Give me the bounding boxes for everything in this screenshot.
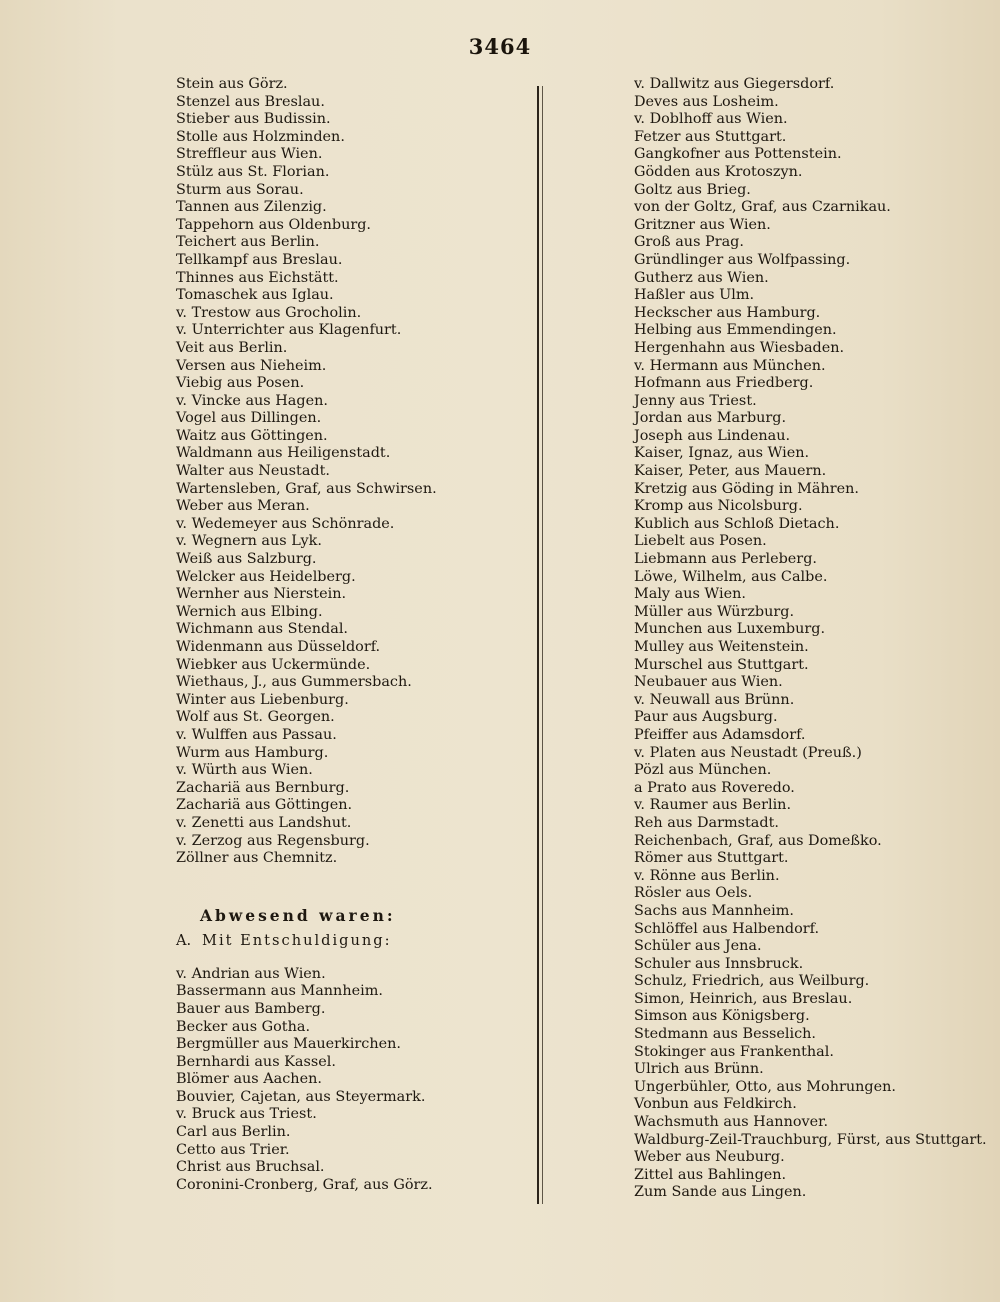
member-entry: Zöllner aus Chemnitz. (176, 850, 338, 867)
excused-entry: Deves aus Losheim. (634, 93, 779, 110)
member-entry: Wiebker aus Uckermünde. (176, 656, 371, 673)
excused-entry: Christ aus Bruchsal. (176, 1159, 325, 1176)
member-entry: Winter aus Liebenburg. (176, 691, 349, 708)
excused-entry: v. Rönne aus Berlin. (634, 867, 780, 884)
member-entry: Zachariä aus Bernburg. (176, 779, 350, 796)
member-entry: Wurm aus Hamburg. (176, 744, 329, 761)
member-entry: v. Würth aus Wien. (176, 762, 313, 779)
excused-entry: Simon, Heinrich, aus Breslau. (634, 990, 853, 1007)
excused-entry: v. Neuwall aus Brünn. (634, 691, 795, 708)
member-entry: Walter aus Neustadt. (176, 463, 330, 480)
member-entry: Wernher aus Nierstein. (176, 586, 347, 603)
excused-entry: Löwe, Wilhelm, aus Calbe. (634, 568, 828, 585)
excused-entry: Munchen aus Luxemburg. (634, 621, 826, 638)
excused-entry: Helbing aus Emmendingen. (634, 322, 837, 339)
member-entry: Tannen aus Zilenzig. (176, 199, 327, 216)
excused-entry: Simson aus Königsberg. (634, 1008, 810, 1025)
excused-entry: Liebelt aus Posen. (634, 533, 767, 550)
excused-entry: Schuler aus Innsbruck. (634, 955, 804, 972)
excused-entry: Sachs aus Mannheim. (634, 902, 794, 919)
member-entry: Weiß aus Salzburg. (176, 551, 317, 568)
excused-entry: a Prato aus Roveredo. (634, 779, 795, 796)
excused-entry: Kaiser, Ignaz, aus Wien. (634, 445, 810, 462)
member-entry: Stülz aus St. Florian. (176, 163, 330, 180)
excused-entry: Ungerbühler, Otto, aus Mohrungen. (634, 1078, 896, 1095)
excused-entry: Kublich aus Schloß Dietach. (634, 515, 840, 532)
excused-entry: Pfeiffer aus Adamsdorf. (634, 726, 806, 743)
excused-entry: Pözl aus München. (634, 762, 772, 779)
member-entry: Stolle aus Holzminden. (176, 128, 345, 145)
member-entry: Tellkampf aus Breslau. (176, 251, 343, 268)
excused-entry: Gödden aus Krotoszyn. (634, 163, 803, 180)
excused-entry: Zittel aus Bahlingen. (634, 1166, 787, 1183)
excused-entry: Stokinger aus Frankenthal. (634, 1043, 834, 1060)
excused-entry: Bergmüller aus Mauerkirchen. (176, 1036, 401, 1053)
excused-entry: Paur aus Augsburg. (634, 709, 778, 726)
member-entry: Veit aus Berlin. (176, 339, 288, 356)
excused-entry: v. Bruck aus Triest. (176, 1106, 317, 1123)
excused-entry: Kaiser, Peter, aus Mauern. (634, 463, 827, 480)
excused-entry: Gründlinger aus Wolfpassing. (634, 251, 851, 268)
excused-entry: Rösler aus Oels. (634, 885, 753, 902)
member-entry: Tappehorn aus Oldenburg. (176, 216, 372, 233)
member-entry: Vogel aus Dillingen. (176, 410, 322, 427)
excused-entry: Neubauer aus Wien. (634, 674, 783, 691)
member-entry: v. Vincke aus Hagen. (176, 392, 328, 409)
excused-entry: Maly aus Wien. (634, 586, 746, 603)
member-entry: Zachariä aus Göttingen. (176, 797, 353, 814)
excused-entry: Schulz, Friedrich, aus Weilburg. (634, 973, 870, 990)
member-entry: Sturm aus Sorau. (176, 181, 304, 198)
member-entry: Viebig aus Posen. (176, 375, 305, 392)
member-entry: Welcker aus Heidelberg. (176, 568, 356, 585)
member-entry: Wernich aus Elbing. (176, 603, 323, 620)
member-entry: Teichert aus Berlin. (176, 234, 320, 251)
member-entry: Streffleur aus Wien. (176, 146, 323, 163)
excused-entry: Schüler aus Jena. (634, 938, 762, 955)
excused-entry: Müller aus Würzburg. (634, 603, 795, 620)
member-entry: v. Trestow aus Grocholin. (176, 304, 362, 321)
member-entry: Stenzel aus Breslau. (176, 93, 325, 110)
excused-entry: Jenny aus Triest. (634, 392, 757, 409)
excused-entry: Joseph aus Lindenau. (634, 427, 791, 444)
excused-entry: Bassermann aus Mannheim. (176, 983, 383, 1000)
member-entry: Wolf aus St. Georgen. (176, 709, 335, 726)
member-entry: v. Zerzog aus Regensburg. (176, 832, 370, 849)
member-entry: Stein aus Görz. (176, 76, 288, 92)
excused-entry: Mulley aus Weitenstein. (634, 639, 809, 655)
member-entry: Thinnes aus Eichstätt. (176, 269, 339, 286)
excused-entry: Gutherz aus Wien. (634, 269, 769, 286)
excused-entry: Jordan aus Marburg. (634, 410, 787, 427)
page-number: 3464 (468, 34, 532, 59)
excused-entry: v. Doblhoff aus Wien. (634, 111, 788, 128)
excused-entry: Kromp aus Nicolsburg. (634, 498, 803, 515)
excused-entry: Wachsmuth aus Hannover. (634, 1114, 829, 1131)
excused-entry: v. Andrian aus Wien. (176, 965, 326, 982)
excused-entry: Waldburg-Zeil-Trauchburg, Fürst, aus Stuttgart. (634, 1131, 987, 1148)
member-entry: v. Wulffen aus Passau. (176, 726, 337, 743)
excused-entry: Haßler aus Ulm. (634, 287, 755, 304)
member-entry: v. Wedemeyer aus Schönrade. (176, 515, 395, 532)
column-divider-inner (542, 86, 543, 1204)
member-entry: v. Wegnern aus Lyk. (176, 533, 322, 550)
excused-entry: Reichenbach, Graf, aus Domeßko. (634, 832, 882, 849)
excused-entry: Carl aus Berlin. (176, 1124, 291, 1141)
excused-entry: Gangkofner aus Pottenstein. (634, 146, 842, 163)
excused-entry: v. Platen aus Neustadt (Preuß.) (634, 744, 862, 761)
excused-member-list (176, 966, 516, 1195)
member-entry: v. Unterrichter aus Klagenfurt. (176, 322, 402, 339)
excused-entry: Fetzer aus Stuttgart. (634, 128, 787, 145)
excused-entry: Goltz aus Brieg. (634, 181, 751, 198)
member-entry: v. Zenetti aus Landshut. (176, 814, 352, 831)
member-entry: Versen aus Nieheim. (176, 357, 327, 374)
excused-entry: Zum Sande aus Lingen. (634, 1184, 807, 1201)
member-entry: Widenmann aus Düsseldorf. (176, 639, 381, 655)
excused-label: Mit Entschuldigung: (202, 931, 392, 949)
excused-entry: Hergenhahn aus Wiesbaden. (634, 339, 845, 356)
excused-entry: Weber aus Neuburg. (634, 1149, 785, 1166)
excused-entry: von der Goltz, Graf, aus Czarnikau. (634, 199, 891, 216)
present-member-list (176, 76, 516, 868)
member-entry: Stieber aus Budissin. (176, 111, 331, 128)
excused-entry: Römer aus Stuttgart. (634, 850, 789, 867)
excused-entry: Coronini-Cronberg, Graf, aus Görz. (176, 1176, 433, 1193)
excused-entry: Hofmann aus Friedberg. (634, 375, 814, 392)
member-entry: Wichmann aus Stendal. (176, 621, 349, 638)
member-entry: Wiethaus, J., aus Gummersbach. (176, 674, 412, 691)
excused-entry: Bauer aus Bamberg. (176, 1000, 326, 1017)
member-entry: Waitz aus Göttingen. (176, 427, 328, 444)
column-divider (537, 86, 539, 1204)
absent-heading: Abwesend waren: (200, 905, 396, 925)
excused-subheading (176, 930, 516, 954)
excused-entry: Stedmann aus Besselich. (634, 1026, 816, 1043)
excused-entry: Liebmann aus Perleberg. (634, 551, 817, 568)
excused-entry: Groß aus Prag. (634, 234, 744, 251)
excused-entry: Blömer aus Aachen. (176, 1071, 322, 1088)
left-column (176, 76, 516, 1194)
member-entry: Tomaschek aus Iglau. (176, 287, 334, 304)
section-marker: A. (176, 931, 192, 949)
member-entry: Weber aus Meran. (176, 498, 310, 515)
excused-entry: Reh aus Darmstadt. (634, 814, 779, 831)
excused-entry: Ulrich aus Brünn. (634, 1061, 764, 1078)
excused-entry: Gritzner aus Wien. (634, 216, 771, 233)
excused-entry: Heckscher aus Hamburg. (634, 304, 821, 321)
excused-entry: v. Dallwitz aus Giegersdorf. (634, 76, 835, 92)
member-entry: Waldmann aus Heiligenstadt. (176, 445, 391, 462)
excused-entry: Vonbun aus Feldkirch. (634, 1096, 797, 1113)
excused-entry: v. Raumer aus Berlin. (634, 797, 792, 814)
excused-entry: Cetto aus Trier. (176, 1141, 290, 1158)
member-entry: Wartensleben, Graf, aus Schwirsen. (176, 480, 437, 497)
excused-entry: Kretzig aus Göding in Mähren. (634, 480, 860, 497)
excused-entry: Bernhardi aus Kassel. (176, 1053, 336, 1070)
right-column (634, 76, 1000, 1202)
excused-entry: Schlöffel aus Halbendorf. (634, 920, 820, 937)
excused-entry: Murschel aus Stuttgart. (634, 656, 809, 673)
excused-entry: Becker aus Gotha. (176, 1018, 311, 1035)
excused-entry: v. Hermann aus München. (634, 357, 826, 374)
excused-entry: Bouvier, Cajetan, aus Steyermark. (176, 1088, 426, 1105)
